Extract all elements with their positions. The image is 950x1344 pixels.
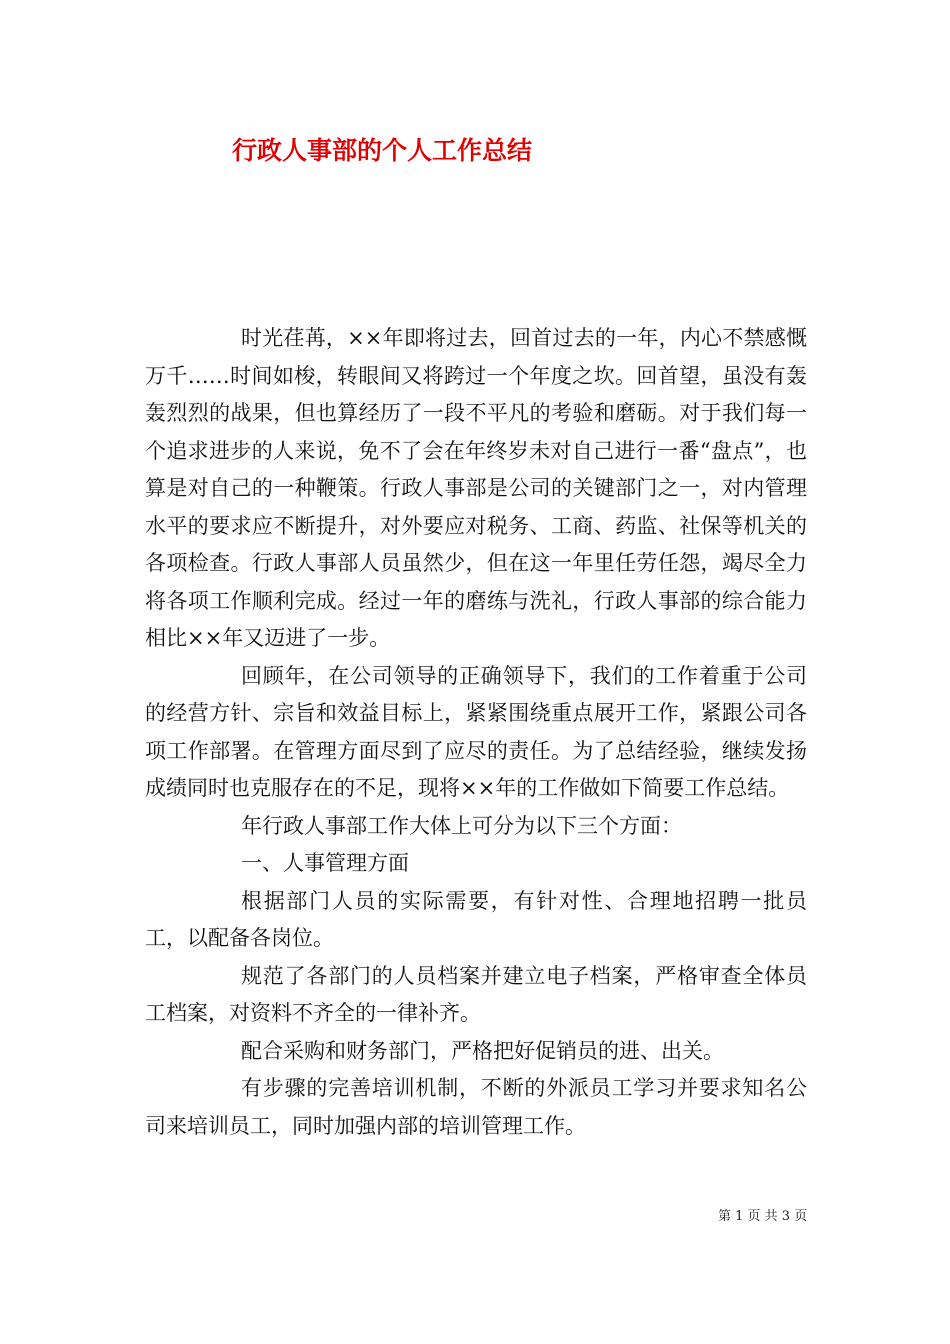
document-title: 行政人事部的个人工作总结: [232, 136, 533, 165]
paragraph: 根据部门人员的实际需要，有针对性、合理地招聘一批员工，以配备各岗位。: [145, 888, 807, 950]
page-number-footer: 第 1 页 共 3 页: [718, 1209, 808, 1224]
paragraph: 年行政人事部工作大体上可分为以下三个方面：: [241, 813, 682, 838]
document-body: [145, 320, 807, 1145]
paragraph: 有步骤的完善培训机制，不断的外派员工学习并要求知名公司来培训员工，同时加强内部的培训管理工作。: [145, 1076, 807, 1138]
paragraph: 规范了各部门的人员档案并建立电子档案，严格审查全体员工档案，对资料不齐全的一律补齐。: [145, 963, 807, 1025]
paragraph: 回顾年，在公司领导的正确领导下，我们的工作着重于公司的经营方针、宗旨和效益目标上，紧紧围绕重点展开工作，紧跟公司各项工作部署。在管理方面尽到了应尽的责任。为了总结经验，继续发扬成绩同时也克服存在的不足，现将××年的工作做如下简要工作总结。: [145, 663, 807, 800]
section-heading: 一、人事管理方面: [241, 851, 409, 875]
paragraph: 时光荏苒，××年即将过去，回首过去的一年，内心不禁感慨万千……时间如梭，转眼间又将跨过一个年度之坎。回首望，虽没有轰轰烈烈的战果，但也算经历了一段不平凡的考验和磨砺。对于我们每一个追求进步的人来说，免不了会在年终岁未对自己进行一番“盘点”，也算是对自己的一种鞭策。行政人事部是公司的关键部门之一，对内管理水平的要求应不断提升，对外要应对税务、工商、药监、社保等机关的各项检查。行政人事部人员虽然少，但在这一年里任劳任怨，竭尽全力将各项工作顺利完成。经过一年的磨练与洗礼，行政人事部的综合能力相比××年又迈进了一步。: [145, 326, 807, 650]
paragraph: 配合采购和财务部门，严格把好促销员的进、出关。: [241, 1038, 724, 1063]
